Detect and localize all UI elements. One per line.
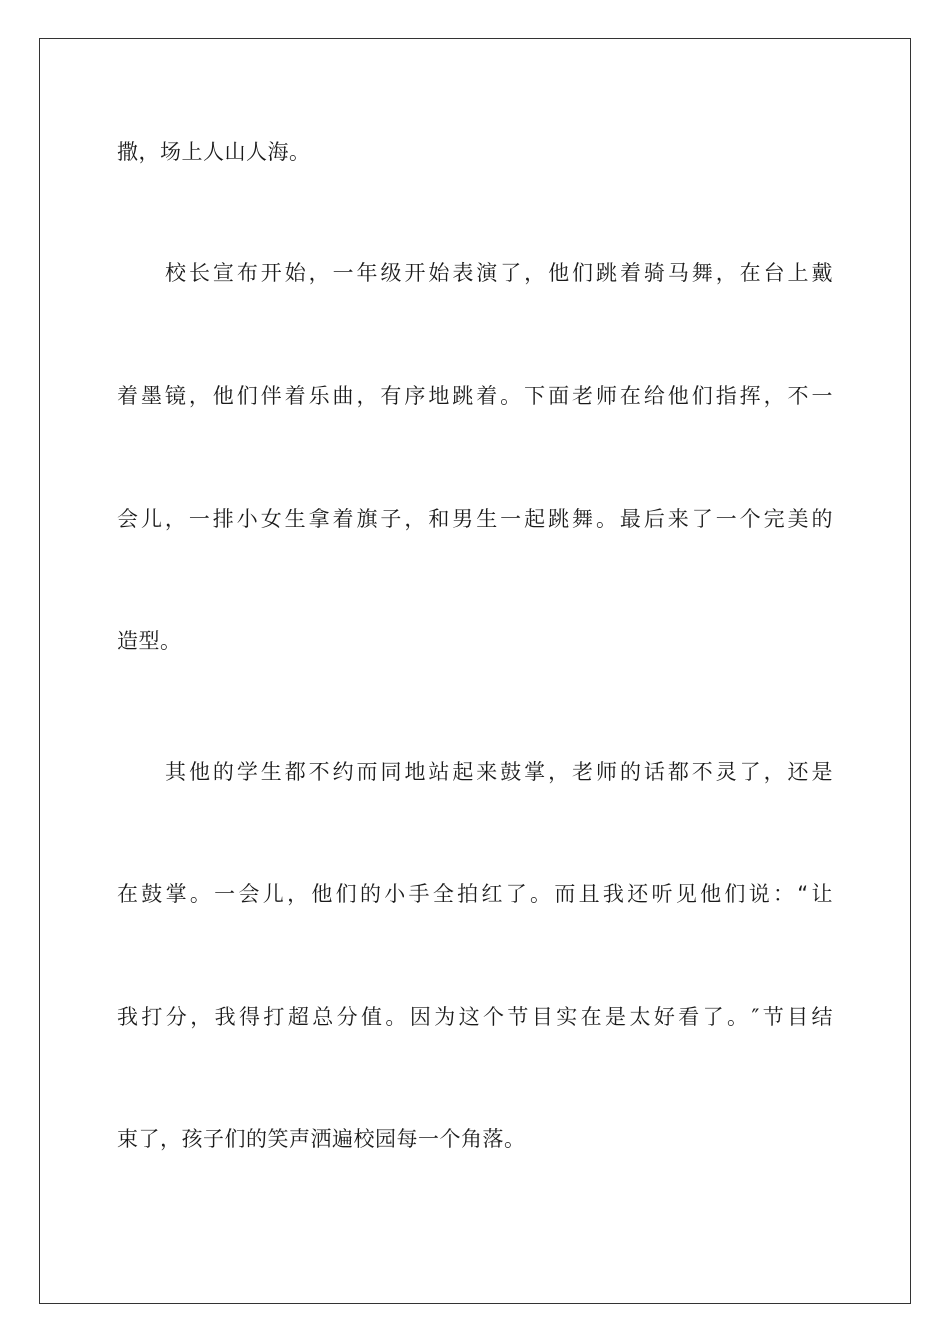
text-line: 撒，场上人山人海。 (117, 140, 311, 164)
text-line: 我打分，我得打超总分值。因为这个节目实在是太好看了。″节目结 (117, 1005, 833, 1029)
text-line: 其他的学生都不约而同地站起来鼓掌，老师的话都不灵了，还是 (165, 760, 833, 784)
page-border (39, 38, 911, 1304)
text-line: 着墨镜，他们伴着乐曲，有序地跳着。下面老师在给他们指挥，不一 (117, 384, 833, 408)
text-line: 在鼓掌。一会儿，他们的小手全拍红了。而且我还听见他们说：“让 (117, 882, 833, 906)
text-line: 造型。 (117, 629, 182, 653)
text-line: 会儿，一排小女生拿着旗子，和男生一起跳舞。最后来了一个完美的 (117, 507, 833, 531)
text-line: 束了，孩子们的笑声洒遍校园每一个角落。 (117, 1127, 526, 1151)
text-line: 校长宣布开始，一年级开始表演了，他们跳着骑马舞，在台上戴 (165, 261, 833, 285)
